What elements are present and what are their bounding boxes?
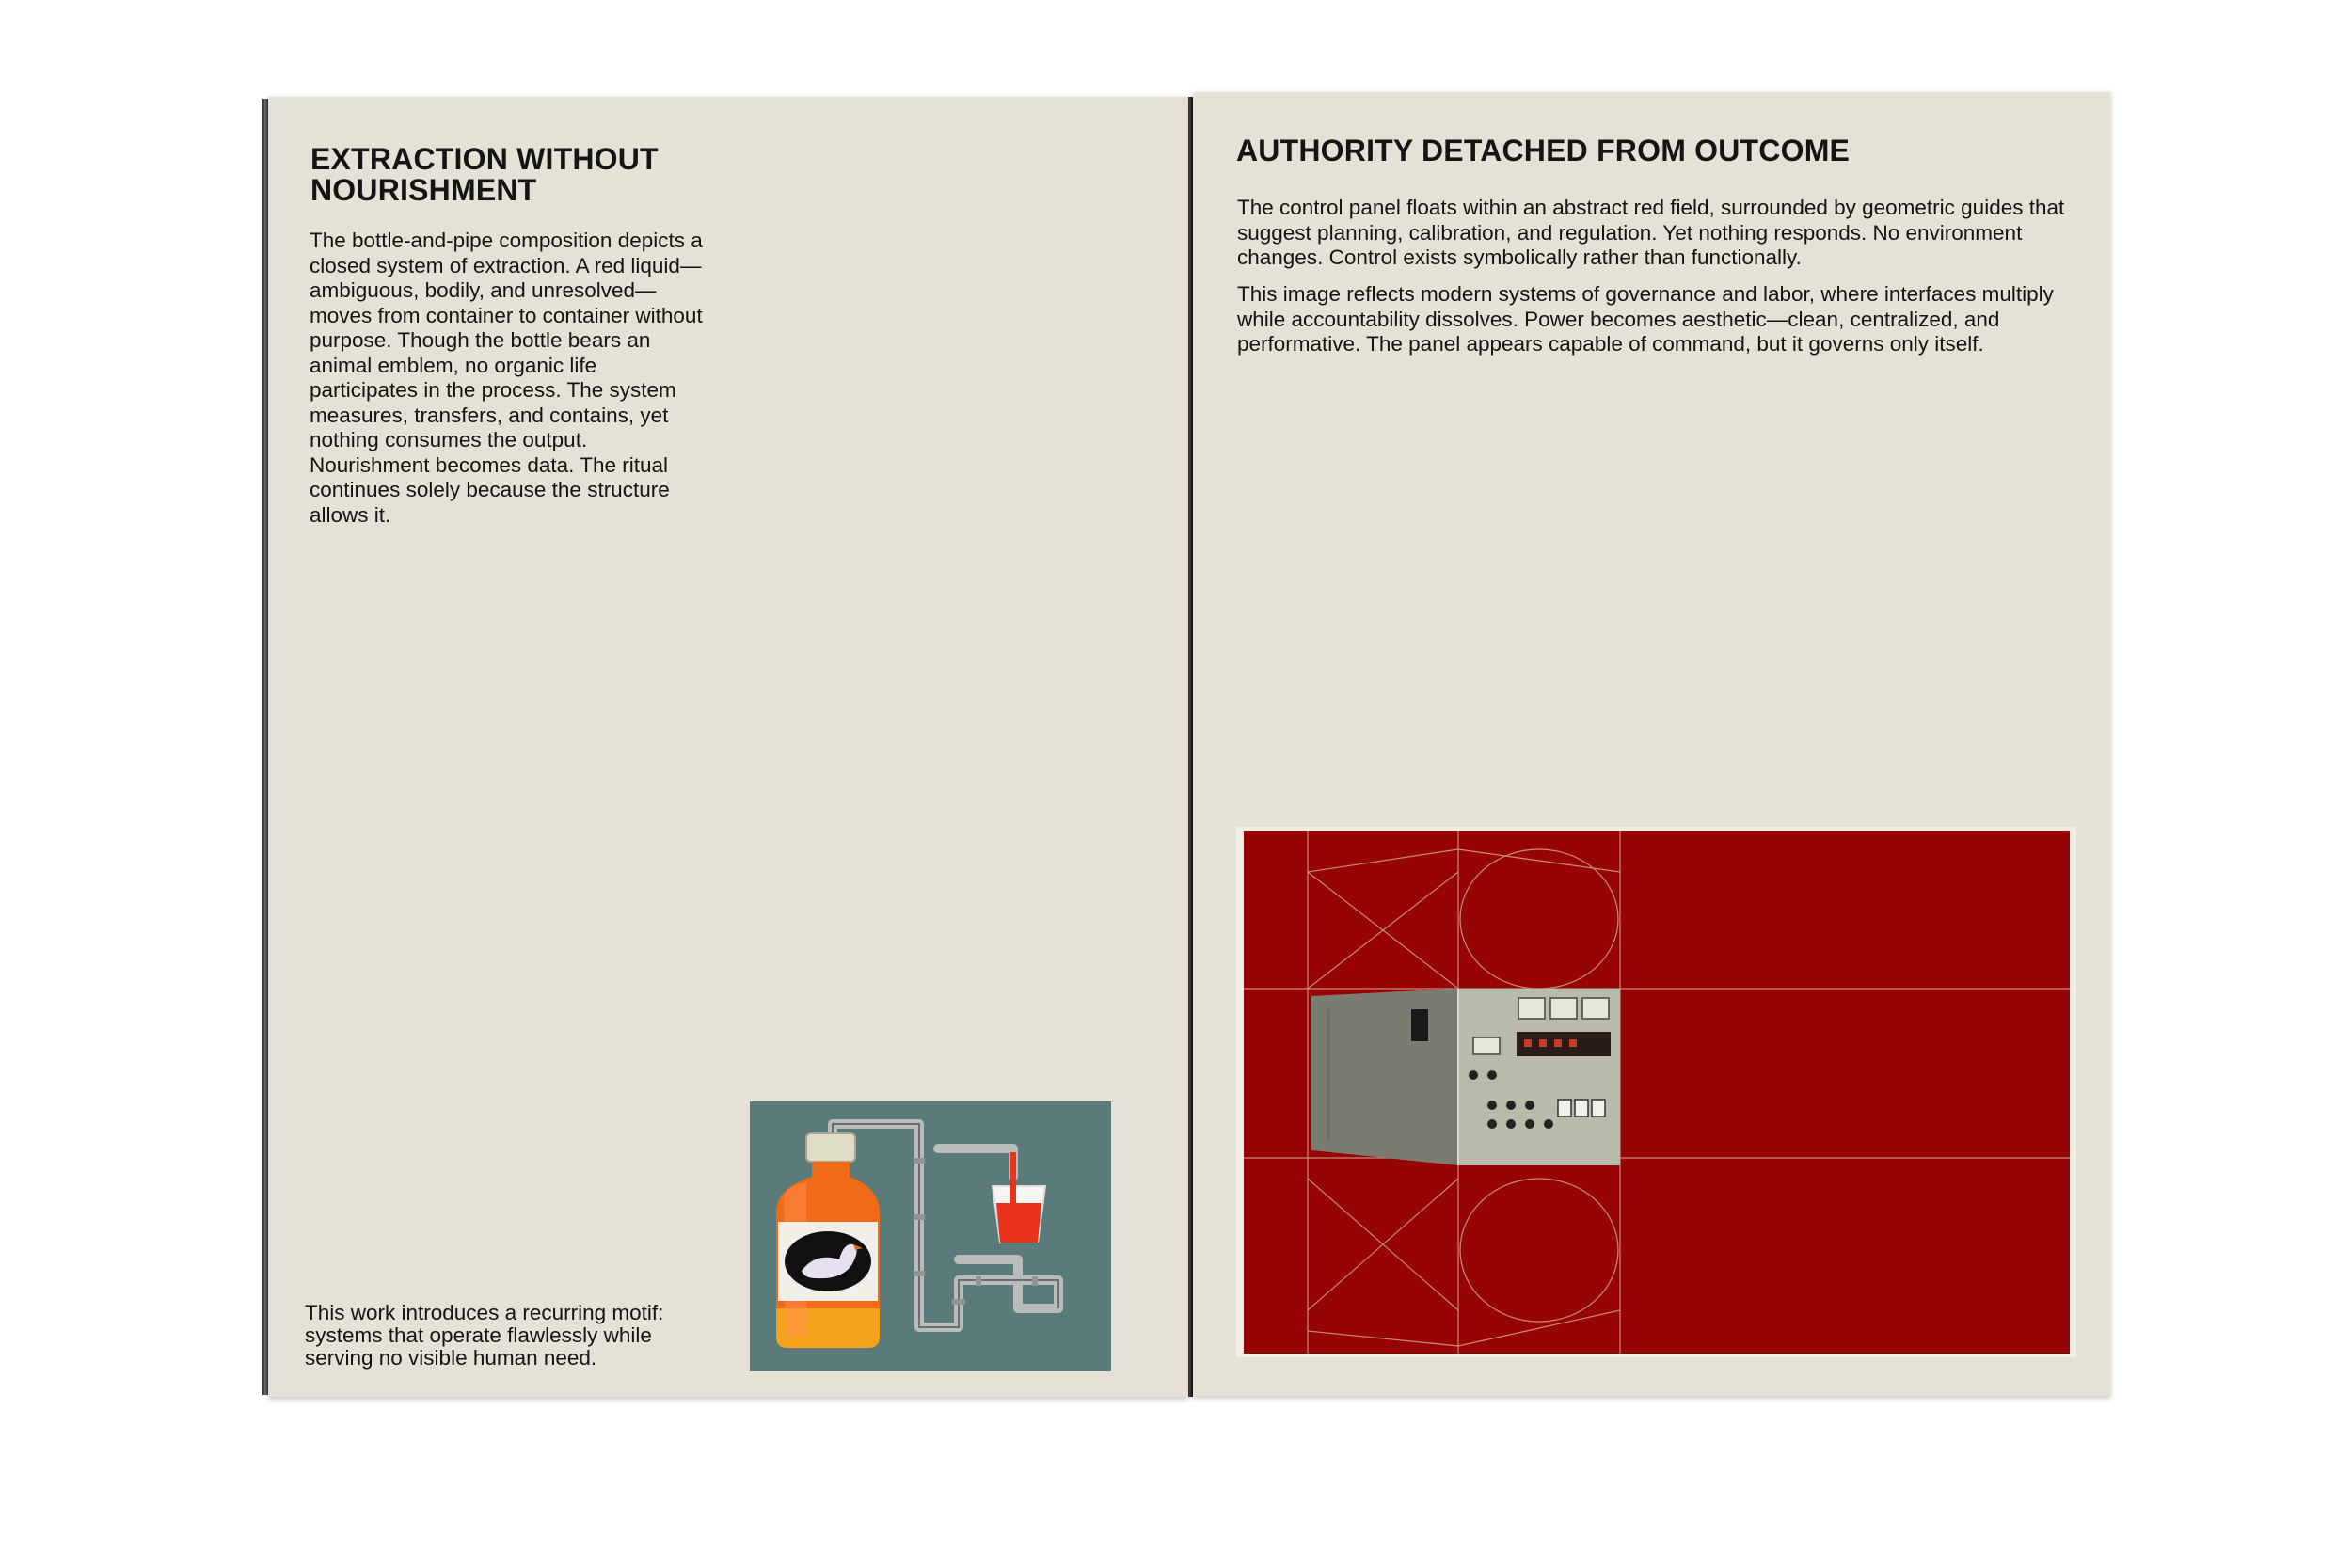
left-page-body: The bottle-and-pipe composition depicts a closed system of extraction. A red liquid—ambiguous, bodily, and unresolved—moves from container to container without purpose. Though the bottle bears an animal emblem, no organic life participates in the process. The system measures, transfers, and contains, yet nothing consumes the output. Nourishment becomes data. The ritual continues solely because the structure allows it. xyxy=(310,229,703,527)
left-page-footnote: This work introduces a recurring motif: systems that operate flawlessly while serving no visible human need. xyxy=(305,1301,664,1370)
right-page-title: AUTHORITY DETACHED FROM OUTCOME xyxy=(1236,134,1851,167)
left-page-title: EXTRACTION WITHOUT NOURISHMENT xyxy=(310,142,659,207)
left-page xyxy=(268,97,1188,1397)
right-page xyxy=(1193,92,2110,1396)
page-edges xyxy=(262,99,268,1395)
bottle-pipe-artwork xyxy=(750,1101,1111,1371)
control-panel-artwork xyxy=(1236,827,2076,1357)
control-panel-illustration xyxy=(1244,831,2070,1354)
right-page-paragraph-1: The control panel floats within an abstract red field, surrounded by geometric guides that suggest planning, calibration, and regulation. Yet nothing responds. No environment changes. Control exists symbolically rather than functionally. xyxy=(1237,196,2065,269)
bottle-pipe-illustration xyxy=(750,1101,1111,1371)
right-page-paragraph-2: This image reflects modern systems of governance and labor, where interfaces multiply while accountability dissolves. Power becomes aesthetic—clean, centralized, and performative. The panel appears capable of command, but it governs only itself. xyxy=(1237,282,2054,356)
